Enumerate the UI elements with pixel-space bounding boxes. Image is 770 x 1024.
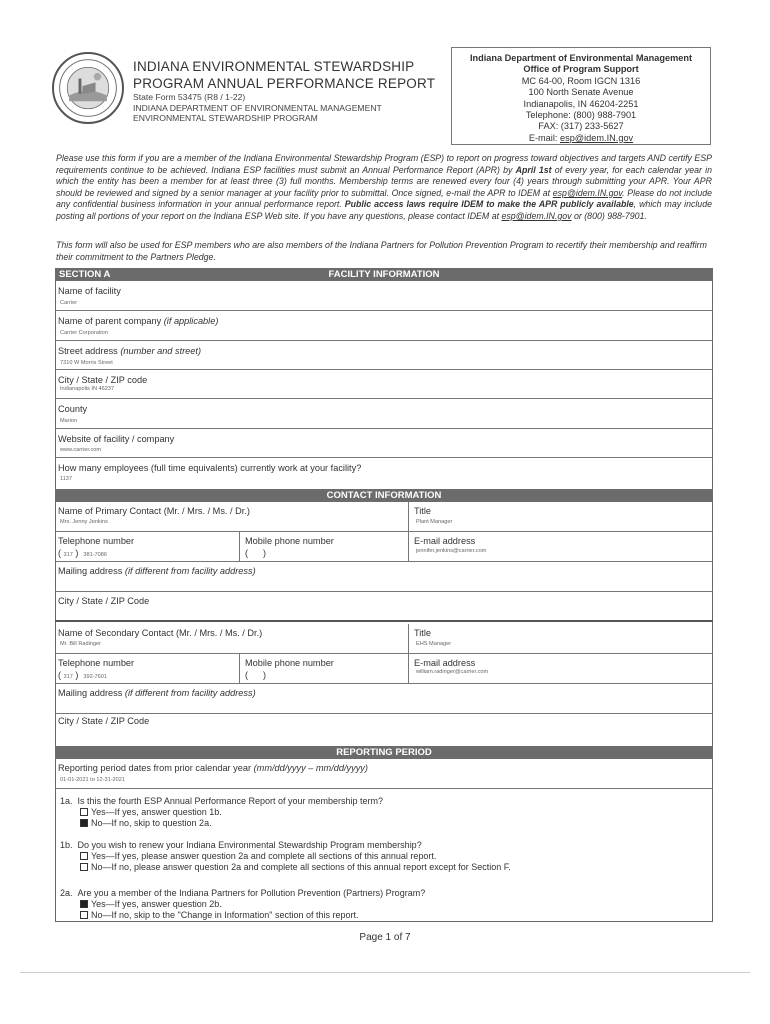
primary-title-label: Title [414, 506, 432, 516]
q2a-no-checkbox[interactable] [80, 911, 88, 919]
facility-name-label: Name of facility [58, 286, 121, 296]
secondary-mailing-row[interactable] [55, 684, 713, 714]
agency-contact-box [451, 47, 711, 145]
reporting-period-label-text: Reporting period dates from prior calendar year [58, 763, 252, 773]
secondary-title-label: Title [414, 628, 432, 638]
secondary-email-value[interactable]: william.radinger@carrier.com [416, 669, 489, 675]
primary-mobile-label: Mobile phone number [245, 536, 334, 546]
question-1b-prompt: Do you wish to renew your Indiana Environmental Stewardship Program membership? [77, 840, 422, 850]
question-2a [60, 888, 425, 922]
secondary-contact-label: Name of Secondary Contact (Mr. / Mrs. / Ms. / Dr.) [58, 628, 263, 638]
section-a-title: FACILITY INFORMATION [328, 269, 440, 280]
employees-row[interactable] [55, 458, 713, 487]
secondary-telephone-label: Telephone number [58, 658, 135, 668]
secondary-mobile-field[interactable]: ( ) [245, 670, 266, 680]
intro-paragraph [56, 153, 712, 223]
q2a-yes-option[interactable] [60, 899, 425, 910]
question-1a-number: 1a. [60, 796, 73, 806]
question-1a-prompt: Is this the fourth ESP Annual Performance Report of your membership term? [77, 796, 384, 806]
secondary-mailing-label-note: (if different from facility address) [124, 688, 256, 698]
county-label: County [58, 404, 88, 414]
website-row[interactable] [55, 429, 713, 458]
state-seal-icon [52, 52, 124, 124]
primary-phone-area[interactable]: 317 [63, 552, 73, 558]
form-title-line2: PROGRAM ANNUAL PERFORMANCE REPORT [133, 76, 436, 91]
question-2a-prompt: Are you a member of the Indiana Partners for Pollution Prevention (Partners) Program? [77, 888, 426, 898]
facility-name-row[interactable] [55, 281, 713, 311]
reporting-period-value[interactable]: 01-01-2021 to 12-31-2021 [60, 777, 126, 783]
program-name: ENVIRONMENTAL STEWARDSHIP PROGRAM [133, 113, 318, 123]
q1a-no-option[interactable] [60, 818, 383, 829]
website-value[interactable]: www.carrier.com [60, 447, 102, 453]
q1a-no-label: No—If no, skip to question 2a. [91, 818, 212, 829]
page-number: Page 1 of 7 [359, 932, 411, 943]
contact-information-header [55, 489, 713, 502]
form-title-line1: INDIANA ENVIRONMENTAL STEWARDSHIP [133, 59, 415, 74]
question-1b [60, 840, 511, 874]
secondary-title-value[interactable]: EHS Manager [416, 641, 452, 647]
divider [408, 532, 409, 562]
secondary-phone-area[interactable]: 317 [63, 674, 73, 680]
secondary-mailing-label [58, 688, 256, 698]
divider [239, 654, 240, 684]
secondary-contact-row [55, 624, 713, 654]
q1b-yes-checkbox[interactable] [80, 852, 88, 860]
divider [408, 624, 409, 654]
employees-value[interactable]: 1137 [60, 476, 73, 482]
form-bottom-border [55, 921, 713, 922]
question-2a-number: 2a. [60, 888, 73, 898]
primary-mailing-label-text: Mailing address [58, 566, 123, 576]
secondary-phone-row [55, 654, 713, 684]
department-name: INDIANA DEPARTMENT OF ENVIRONMENTAL MANAGEMENT [133, 102, 382, 113]
parent-company-label-note: (if applicable) [163, 316, 219, 326]
parent-company-label-text: Name of parent company [58, 316, 162, 326]
primary-telephone-field[interactable]: ( 317 ) 381-7086 [58, 548, 107, 558]
secondary-phone-number[interactable]: 392-7601 [83, 674, 107, 680]
street-address-label-note: (number and street) [120, 346, 202, 356]
q1b-yes-label: Yes—If yes, please answer question 2a and complete all sections of this annual report. [91, 851, 437, 862]
question-1a [60, 796, 383, 830]
parent-company-label [58, 316, 218, 326]
section-a-label: SECTION A [59, 269, 111, 280]
intro-text-a: Please use this form if you are a member of the Indiana Environmental Stewardship Program (ESP) to report on progress toward objectives and targets AND certify ESP requirements continue to be achieved. Indiana ESP facilities must submit an Annual Performance Report (APR) by [56, 153, 712, 175]
q1b-no-checkbox[interactable] [80, 863, 88, 871]
city-state-zip-label: City / State / ZIP code [58, 375, 148, 385]
street-address-value[interactable]: 7310 W Morris Street [60, 360, 113, 366]
primary-email-label: E-mail address [414, 536, 476, 546]
intro-text-c: . Please do not include any confidential business information in your annual performance report. [56, 187, 712, 210]
county-value[interactable]: Marion [60, 418, 78, 424]
intro-public-access-notice: Public access laws require IDEM to make the APR publicly available [344, 199, 634, 210]
primary-title-value[interactable]: Plant Manager [416, 519, 453, 525]
agency-street: 100 North Senate Avenue [528, 87, 634, 98]
parent-company-row[interactable] [55, 311, 713, 341]
agency-email-link[interactable]: esp@idem.IN.gov [559, 132, 634, 143]
agency-name: Indiana Department of Environmental Management [469, 53, 693, 63]
form-title [133, 58, 435, 92]
primary-city-row[interactable] [55, 592, 713, 622]
street-address-row[interactable] [55, 341, 713, 370]
q2a-no-label: No—If no, skip to the "Change in Information" section of this report. [91, 910, 359, 921]
primary-mailing-label-note: (if different from facility address) [124, 566, 256, 576]
divider [408, 654, 409, 684]
employees-label: How many employees (full time equivalents) currently work at your facility? [58, 463, 362, 473]
secondary-mobile-label: Mobile phone number [245, 658, 334, 668]
divider [239, 532, 240, 562]
q2a-yes-label: Yes—If yes, answer question 2b. [91, 899, 222, 910]
city-state-zip-value[interactable]: Indianapolis IN 46237 [60, 386, 115, 392]
question-1b-text [60, 840, 511, 851]
agency-email-label: E-mail: [528, 132, 558, 143]
website-label: Website of facility / company [58, 434, 175, 444]
facility-name-value[interactable]: Carrier [60, 300, 78, 306]
reporting-period-label [58, 763, 368, 773]
primary-contact-row [55, 502, 713, 532]
secondary-email-label: E-mail address [414, 658, 476, 668]
question-1a-text [60, 796, 383, 807]
section-a-header [55, 268, 713, 281]
primary-mailing-label [58, 566, 256, 576]
agency-office: Office of Program Support [523, 64, 639, 75]
reporting-period-row[interactable] [55, 759, 713, 789]
page-edge [20, 972, 750, 973]
parent-company-value[interactable]: Carrier Corporation [60, 330, 108, 336]
primary-phone-row [55, 532, 713, 562]
reporting-period-header [55, 746, 713, 759]
city-state-zip-row[interactable] [55, 370, 713, 399]
contact-information-title: CONTACT INFORMATION [326, 490, 442, 501]
county-row[interactable] [55, 399, 713, 429]
agency-email-line [452, 133, 710, 144]
primary-city-label: City / State / ZIP Code [58, 596, 150, 606]
intro-partners-paragraph: This form will also be used for ESP members who are also members of the Indiana Partners for Pollution Prevention Program to recertify their membership and reaffirm their commitment to the Partners Pledge. [56, 240, 707, 262]
secondary-mailing-label-text: Mailing address [58, 688, 123, 698]
form-number: State Form 53475 (R8 / 1-22) [133, 92, 246, 102]
intro-email-link[interactable]: esp@idem.IN.gov [552, 187, 623, 198]
intro-text-e: or (800) 988-7901. [571, 210, 647, 221]
agency-mail-code: MC 64-00, Room IGCN 1316 [521, 75, 641, 86]
intro-deadline: April 1st [515, 164, 552, 175]
q1a-yes-option[interactable] [60, 807, 383, 818]
secondary-telephone-field[interactable]: ( 317 ) 392-7601 [58, 670, 107, 680]
secondary-contact-name[interactable]: Mr. Bill Radinger [60, 641, 102, 647]
secondary-city-label: City / State / ZIP Code [58, 716, 150, 726]
reporting-period-title: REPORTING PERIOD [336, 747, 432, 758]
street-address-label-text: Street address [58, 346, 118, 356]
q1b-no-label: No—If no, please answer question 2a and complete all sections of this annual report except for Section F. [91, 862, 511, 873]
q1b-no-option[interactable] [60, 862, 511, 873]
q2a-no-option[interactable] [60, 910, 425, 921]
primary-mobile-field[interactable]: ( ) [245, 548, 266, 558]
agency-fax: FAX: (317) 233-5627 [538, 121, 624, 132]
primary-mailing-row[interactable] [55, 562, 713, 592]
divider [408, 502, 409, 532]
primary-phone-number[interactable]: 381-7086 [83, 552, 107, 558]
q1a-yes-checkbox[interactable] [80, 808, 88, 816]
secondary-city-row[interactable] [55, 714, 713, 742]
intro-text-d: , which may include posting all portions of your report on the Indiana ESP Web site. If you have any questions, please contact IDEM at [56, 199, 712, 221]
agency-city: Indianapolis, IN 46204-2251 [523, 98, 639, 109]
q1a-no-checkbox[interactable] [80, 819, 88, 827]
primary-email-value[interactable]: jennifer.jenkins@carrier.com [416, 548, 487, 554]
q1b-yes-option[interactable] [60, 851, 511, 862]
reporting-period-format: (mm/dd/yyyy – mm/dd/yyyy) [253, 763, 368, 773]
street-address-label [58, 346, 201, 356]
q1a-yes-label: Yes—If yes, answer question 1b. [91, 807, 222, 818]
primary-contact-name[interactable]: Mrs. Jenny Jenkins [60, 519, 108, 525]
form-subheader [133, 92, 382, 124]
question-1b-number: 1b. [60, 840, 73, 850]
question-2a-text [60, 888, 425, 899]
agency-telephone: Telephone: (800) 988-7901 [525, 110, 637, 121]
primary-contact-label: Name of Primary Contact (Mr. / Mrs. / Ms. / Dr.) [58, 506, 250, 516]
primary-telephone-label: Telephone number [58, 536, 135, 546]
q2a-yes-checkbox[interactable] [80, 900, 88, 908]
intro-text-b: of every year, for each calendar year in which the entity has been a member for at least three (3) full months. Membership terms are renewed every four (4) years through submitting your APR. Your APR should be reviewed and signed by a senior manager at your facility prior to submittal. Once signed, e-mail the APR to IDEM at [56, 164, 712, 198]
intro-email-link-2[interactable]: esp@idem.IN.gov [501, 210, 572, 221]
